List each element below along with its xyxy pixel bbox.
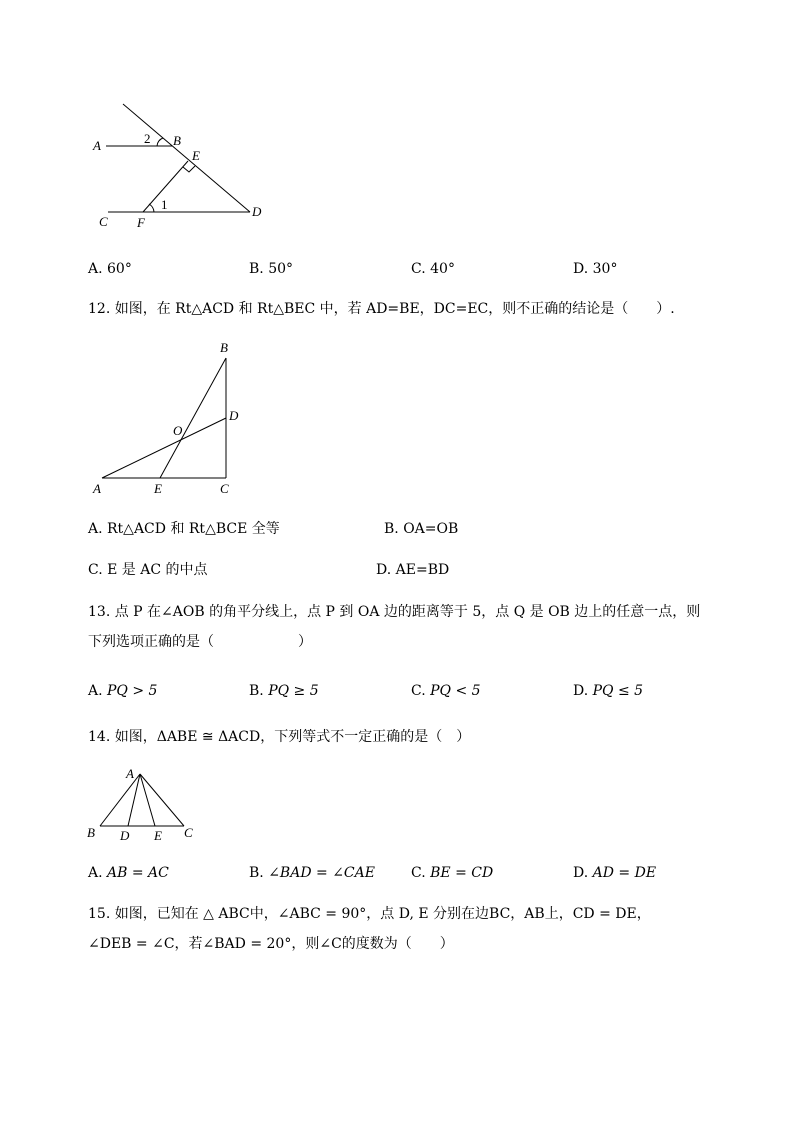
- point-label-b: B: [87, 825, 95, 840]
- option-letter: A.: [88, 261, 103, 277]
- option-letter: A.: [88, 521, 103, 537]
- option-text: AB = AC: [107, 865, 169, 881]
- q11-option-a[interactable]: [88, 260, 132, 278]
- q11-option-d[interactable]: [573, 260, 617, 278]
- q13-option-a[interactable]: [88, 682, 157, 700]
- q12-option-d[interactable]: [376, 561, 449, 579]
- q13-stem-line2: 下列选项正确的是（ ）: [88, 634, 312, 650]
- q14-option-c[interactable]: [411, 864, 493, 882]
- q14-stem: 14. 如图，ΔABE ≅ ΔACD，下列等式不一定正确的是（ ）: [88, 729, 471, 745]
- q11-option-c[interactable]: [411, 260, 455, 278]
- option-letter: B.: [249, 865, 264, 881]
- option-text: 30°: [592, 261, 618, 277]
- point-label-a: A: [93, 481, 101, 496]
- option-letter: C.: [88, 562, 103, 578]
- option-text: AE=BD: [395, 562, 450, 578]
- option-letter: B.: [384, 521, 399, 537]
- option-text: E 是 AC 的中点: [107, 562, 208, 578]
- point-label-d: D: [252, 204, 262, 219]
- q12-option-a[interactable]: [88, 520, 280, 538]
- option-letter: D.: [573, 683, 589, 699]
- q13-option-d[interactable]: [573, 682, 643, 700]
- option-letter: C.: [411, 261, 426, 277]
- q13-stem-line1: 13. 点 P 在∠AOB 的角平分线上，点 P 到 OA 边的距离等于 5，点 Q 是 OB 边上的任意一点，则: [88, 604, 701, 620]
- option-letter: D.: [573, 865, 589, 881]
- option-text: PQ > 5: [107, 683, 158, 699]
- point-label-b: B: [173, 133, 181, 148]
- q14-option-b[interactable]: [249, 864, 375, 882]
- option-text: PQ ≤ 5: [592, 683, 644, 699]
- option-text: PQ ≥ 5: [268, 683, 319, 699]
- point-label-a: A: [93, 138, 101, 153]
- q13-option-c[interactable]: [411, 682, 481, 700]
- point-label-d: D: [229, 408, 239, 423]
- q15-stem-line2: ∠DEB = ∠C，若∠BAD = 20°，则∠C的度数为（ ）: [88, 936, 454, 952]
- option-text: 60°: [107, 261, 132, 277]
- angle-label-1: 1: [161, 197, 168, 212]
- option-text: BE = CD: [430, 865, 494, 881]
- q14-figure: [84, 764, 204, 846]
- point-label-e: E: [154, 481, 162, 496]
- option-letter: B.: [249, 261, 264, 277]
- q14-option-a[interactable]: [88, 864, 169, 882]
- option-text: ∠BAD = ∠CAE: [268, 865, 375, 881]
- q13-option-b[interactable]: [249, 682, 319, 700]
- q12-option-b[interactable]: [384, 520, 458, 538]
- option-letter: C.: [411, 683, 426, 699]
- point-label-e: E: [192, 148, 200, 163]
- option-text: AD = DE: [592, 865, 657, 881]
- option-letter: A.: [88, 865, 103, 881]
- q14-option-d[interactable]: [573, 864, 656, 882]
- point-label-c: C: [184, 825, 193, 840]
- point-label-b: B: [220, 340, 228, 355]
- point-label-a: A: [126, 766, 134, 781]
- q15-stem-line1: 15. 如图，已知在 △ ABC中，∠ABC = 90°，点 D, E 分别在边BC，AB上，CD = DE，: [88, 906, 651, 922]
- option-letter: B.: [249, 683, 264, 699]
- option-text: 50°: [268, 261, 294, 277]
- option-text: PQ < 5: [430, 683, 481, 699]
- point-label-f: F: [137, 215, 145, 230]
- point-label-d: D: [120, 828, 130, 843]
- option-letter: A.: [88, 683, 103, 699]
- point-label-o: O: [173, 423, 183, 438]
- option-text: 40°: [430, 261, 455, 277]
- point-label-c: C: [220, 481, 229, 496]
- option-letter: C.: [411, 865, 426, 881]
- option-text: OA=OB: [403, 521, 459, 537]
- q11-figure: [90, 100, 270, 235]
- q12-option-c[interactable]: [88, 561, 208, 579]
- point-label-c: C: [99, 214, 108, 229]
- q12-stem: 12. 如图，在 Rt△ACD 和 Rt△BEC 中，若 AD=BE，DC=EC，则不正确的结论是（ ）.: [88, 301, 675, 317]
- point-label-e: E: [154, 828, 162, 843]
- q11-option-b[interactable]: [249, 260, 293, 278]
- option-letter: D.: [376, 562, 392, 578]
- q12-figure: [90, 338, 250, 500]
- option-letter: D.: [573, 261, 589, 277]
- angle-label-2: 2: [144, 131, 151, 146]
- option-text: Rt△ACD 和 Rt△BCE 全等: [107, 521, 280, 537]
